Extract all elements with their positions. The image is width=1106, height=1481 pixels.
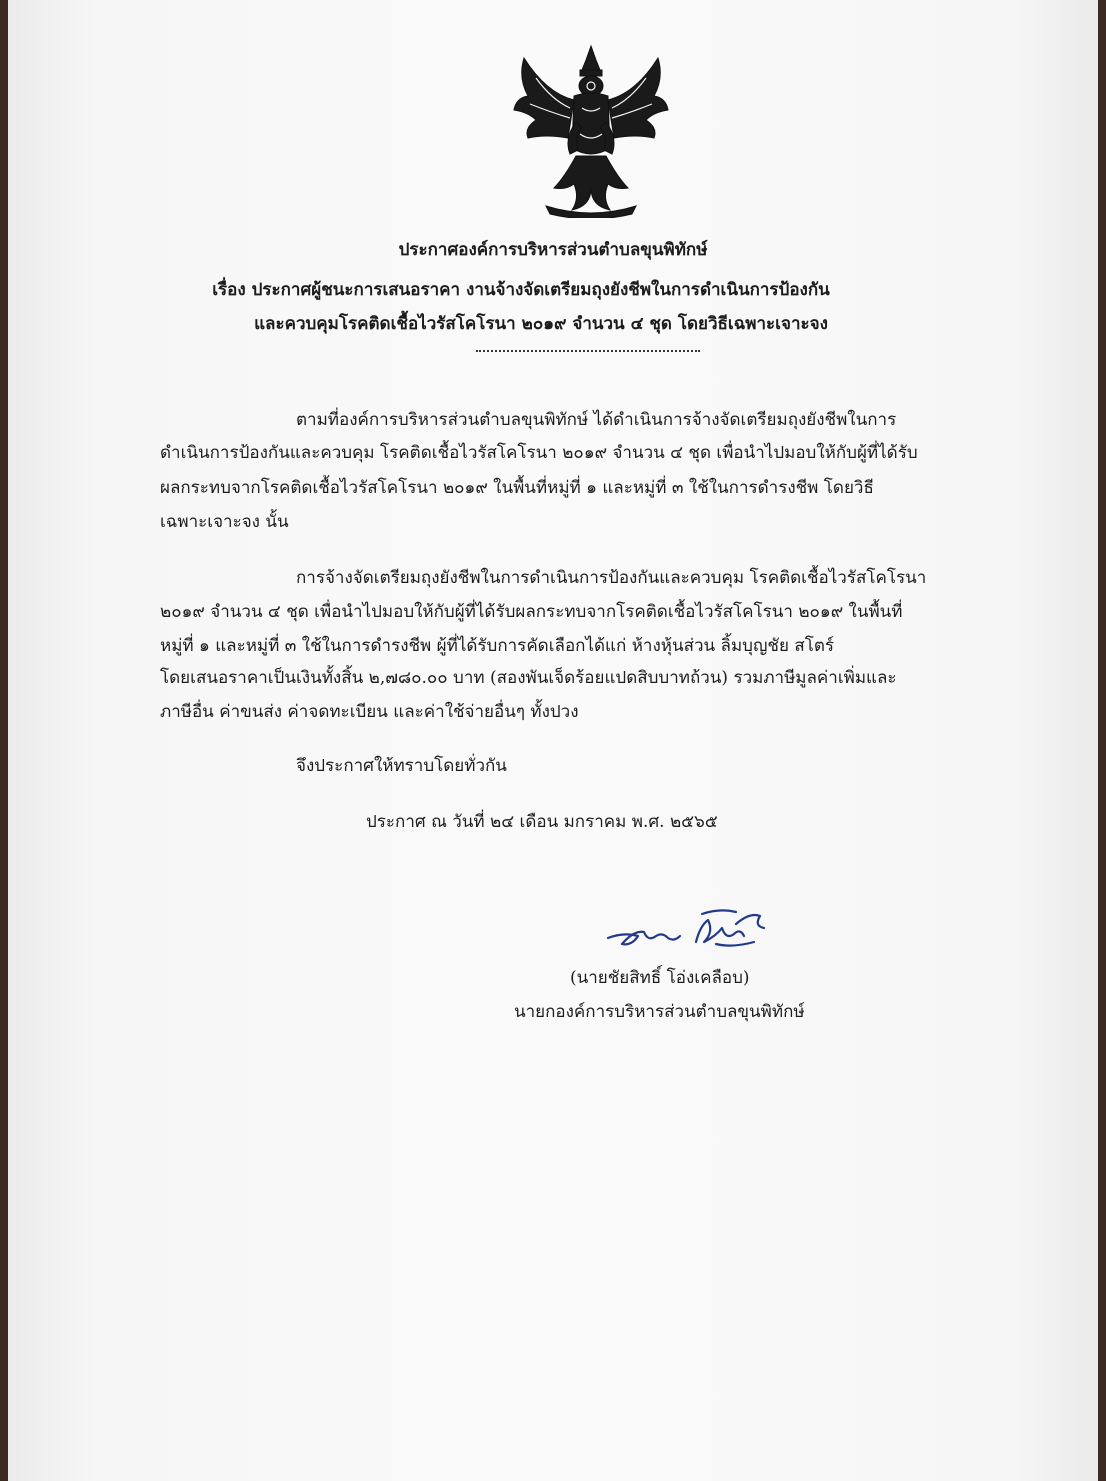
paragraph1-line4: เฉพาะเจาะจง นั้น [160,512,289,532]
paragraph2-line2: ๒๐๑๙ จำนวน ๔ ชุด เพื่อนำไปมอบให้กับผู้ที่ได้รับผลกระทบจากโรคติดเชื้อไวรัสโคโรนา ๒๐๑๙ ในพื้นที่ [160,602,903,622]
paragraph2-line4: โดยเสนอราคาเป็นเงินทั้งสิ้น ๒,๗๘๐.๐๐ บาท (สองพันเจ็ดร้อยแปดสิบบาทถ้วน) รวมภาษีมูลค่าเพิ่มและ [160,668,897,688]
signatory-position: นายกองค์การบริหารส่วนตำบลขุนพิทักษ์ [514,1002,805,1022]
announcement-date: ประกาศ ณ วันที่ ๒๔ เดือน มกราคม พ.ศ. ๒๕๖๕ [366,812,718,832]
paragraph1-line2: ดำเนินการป้องกันและควบคุม โรคติดเชื้อไวรัสโคโรนา ๒๐๑๙ จำนวน ๔ ชุด เพื่อนำไปมอบให้กับผู้ที่ได้รับ [160,443,918,463]
handwritten-signature-icon [604,902,774,962]
document-page [8,0,1098,1481]
paragraph2-line1: การจ้างจัดเตรียมถุงยังชีพในการดำเนินการป้องกันและควบคุม โรคติดเชื้อไวรัสโคโรนา [296,568,927,588]
paragraph1-line3: ผลกระทบจากโรคติดเชื้อไวรัสโคโรนา ๒๐๑๙ ในพื้นที่หมู่ที่ ๑ และหมู่ที่ ๓ ใช้ในการดำรงชีพ โดยวิธี [160,478,874,498]
title-divider [476,350,700,352]
closing-statement: จึงประกาศให้ทราบโดยทั่วกัน [296,756,507,776]
paragraph2-line5: ภาษีอื่น ค่าขนส่ง ค่าจดทะเบียน และค่าใช้จ่ายอื่นๆ ทั้งปวง [160,702,579,722]
announcement-subject-continued: และควบคุมโรคติดเชื้อไวรัสโคโรนา ๒๐๑๙ จำนวน ๔ ชุด โดยวิธีเฉพาะเจาะจง [254,314,828,334]
garuda-emblem-icon [506,38,676,218]
announcement-title: ประกาศองค์การบริหารส่วนตำบลขุนพิทักษ์ [398,240,708,260]
announcement-subject: เรื่อง ประกาศผู้ชนะการเสนอราคา งานจ้างจัดเตรียมถุงยังชีพในการดำเนินการป้องกัน [212,280,830,300]
paragraph1-line1: ตามที่องค์การบริหารส่วนตำบลขุนพิทักษ์ ได้ดำเนินการจ้างจัดเตรียมถุงยังชีพในการ [296,410,897,430]
signatory-name: (นายชัยสิทธิ์ โอ่งเคลือบ) [570,968,750,988]
paragraph2-line3: หมู่ที่ ๑ และหมู่ที่ ๓ ใช้ในการดำรงชีพ ผู้ที่ได้รับการคัดเลือกได้แก่ ห้างหุ้นส่วน ลิ้มบุญชัย สโตร์ [160,636,835,656]
